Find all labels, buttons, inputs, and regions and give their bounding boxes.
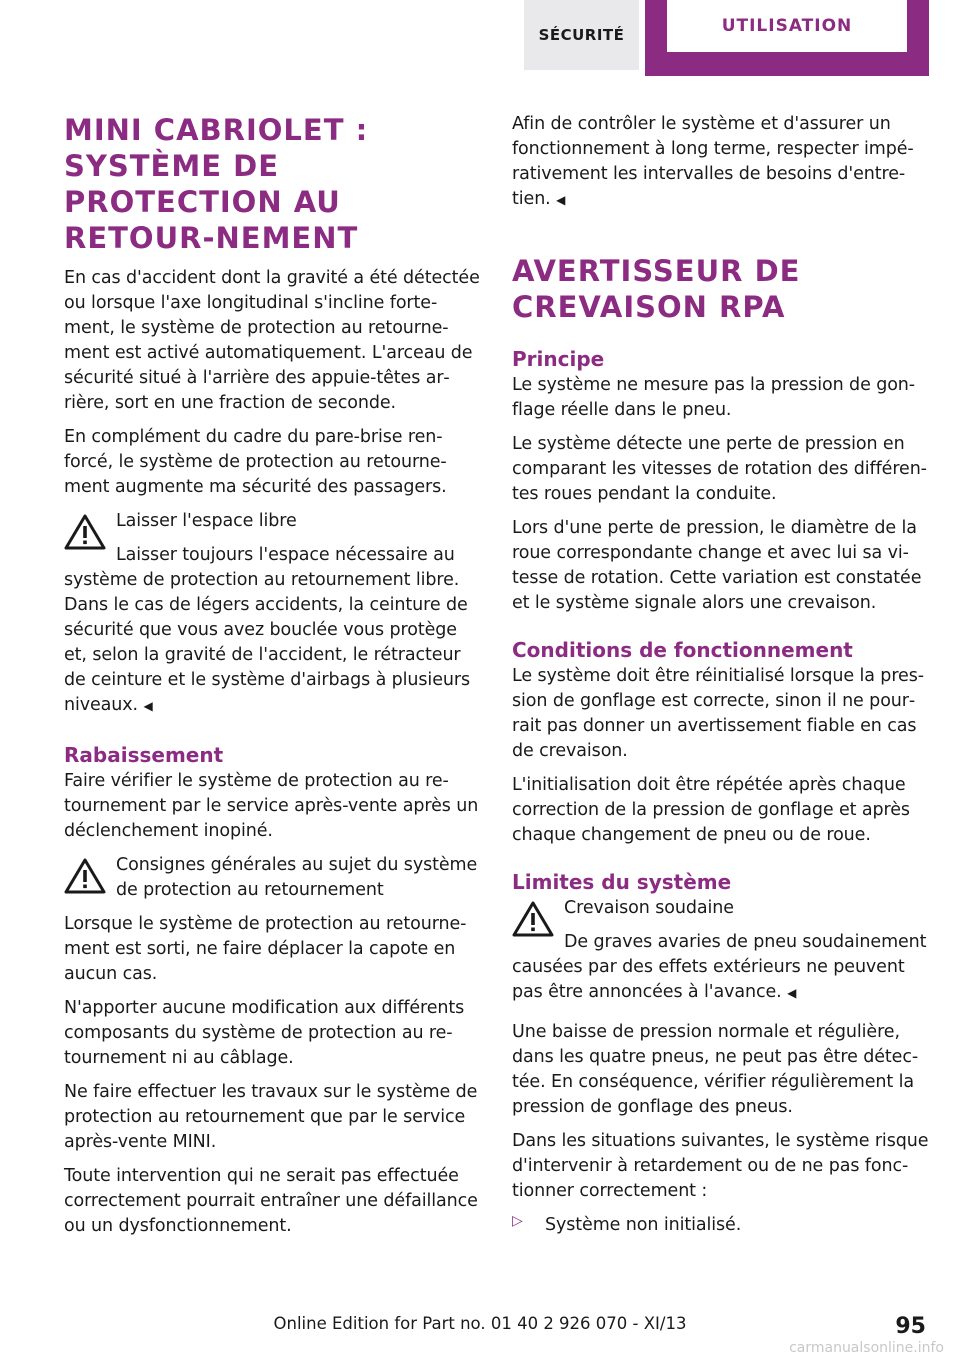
warning-box [64,853,484,903]
paragraph: Une baisse de pression normale et régulière, dans les quatre pneus, ne peut pas être détec‐tée. En conséquence, vérifier régulièrement la pression de gonflage des pneus. [512,1022,919,1117]
page-number: 95 [895,1314,926,1339]
warning-title: Laisser l'espace libre [116,511,297,531]
warning-triangle-icon [512,900,554,938]
warning-title: Consignes générales au sujet du système de protection au retournement [116,855,478,900]
paragraph: Toute intervention qui ne serait pas effectuée correctement pourrait entraîner une défaillance ou un dysfonctionnement. [64,1166,478,1236]
tab-utilisation-label: UTILISATION [667,0,907,52]
end-mark: ◀ [143,699,153,713]
paragraph [512,112,932,213]
subheading-rabaissement: Rabaissement [64,743,224,767]
section-title-cabriolet: MINI CABRIOLET : SYSTÈME DE PROTECTION AU RETOUR‐NEMENT [64,113,369,255]
subheading-principe: Principe [512,347,605,371]
end-mark: ◀ [556,193,566,207]
subheading-limites: Limites du système [512,870,732,894]
paragraph: L'initialisation doit être répétée après chaque correction de la pression de gonflage et après chaque changement de pneu ou de roue. [512,775,910,845]
left-column [64,112,484,1248]
page-header [0,0,960,80]
paragraph: N'apporter aucune modification aux différents composants du système de protection au re‐tournement ni au câblage. [64,998,465,1068]
list-item-text: Système non initialisé. [545,1215,742,1235]
right-column [512,112,932,1247]
warning-body: Laisser toujours l'espace nécessaire au système de protection au retournement libre. Dans le cas de légers accidents, la ceinture de sécurité que vous avez bouclée vous protège et, selon la gravité de l'accident, le rétracteur de ceinture et le système d'airbags à plusieurs niveaux. [64,545,470,715]
tab-utilisation [645,0,929,76]
end-mark: ◀ [787,986,797,1000]
tab-securite: SÉCURITÉ [524,0,639,70]
paragraph: Ne faire effectuer les travaux sur le système de protection au retournement que par le service après-vente MINI. [64,1082,478,1152]
watermark: carmanualsonline.info [789,1340,944,1356]
warning-text [512,930,932,1006]
bullet-triangle-icon: ▷ [512,1213,523,1229]
paragraph: Le système ne mesure pas la pression de gon‐flage réelle dans le pneu. [512,375,916,420]
warning-body: De graves avaries de pneu soudainement causées par des effets extérieurs ne peuvent pas être annoncées à l'avance. [512,932,927,1002]
paragraph-text: Afin de contrôler le système et d'assurer un fonctionnement à long terme, respecter impé‐rativement les intervalles de besoins d'entre‐tien. [512,114,914,209]
warning-triangle-icon [64,513,106,551]
list-item [512,1213,932,1247]
paragraph: Le système doit être réinitialisé lorsque la pres‐sion de gonflage est correcte, sinon il ne pour‐rait pas donner un avertissement fiable en cas de crevaison. [512,666,924,761]
footer-edition: Online Edition for Part no. 01 40 2 926 070 - XI/13 [273,1314,687,1333]
warning-title: Crevaison soudaine [564,898,734,918]
warning-box [512,896,932,1006]
warning-text [64,543,484,719]
paragraph: Faire vérifier le système de protection au re‐tournement par le service après-vente après un déclenchement inopiné. [64,771,479,841]
subheading-conditions: Conditions de fonctionnement [512,638,853,662]
paragraph: Lors d'une perte de pression, le diamètre de la roue correspondante change et avec lui sa vi‐tesse de rotation. Cette variation est constatée et le système signale alors une crevaison. [512,518,922,613]
paragraph: Le système détecte une perte de pression en comparant les vitesses de rotation des différen‐tes roues pendant la conduite. [512,434,927,504]
warning-triangle-icon [64,857,106,895]
section-title-rpa: AVERTISSEUR DE CREVAISON RPA [512,254,801,324]
paragraph: En cas d'accident dont la gravité a été détectée ou lorsque l'axe longitudinal s'incline forte‐ment, le système de protection au retourne‐ment est activé automatiquement. L'arceau de sécurité situé à l'arrière des appuie-têtes ar‐rière, sort en une fraction de seconde. [64,268,480,413]
paragraph: En complément du cadre du pare-brise ren‐forcé, le système de protection au retourne‐ment augmente ma sécurité des passagers. [64,427,447,497]
warning-box [64,509,484,719]
paragraph: Dans les situations suivantes, le système risque d'intervenir à retardement ou de ne pas fonc‐tionner correctement : [512,1131,929,1201]
paragraph: Lorsque le système de protection au retourne‐ment est sorti, ne faire déplacer la capote en aucun cas. [64,914,467,984]
